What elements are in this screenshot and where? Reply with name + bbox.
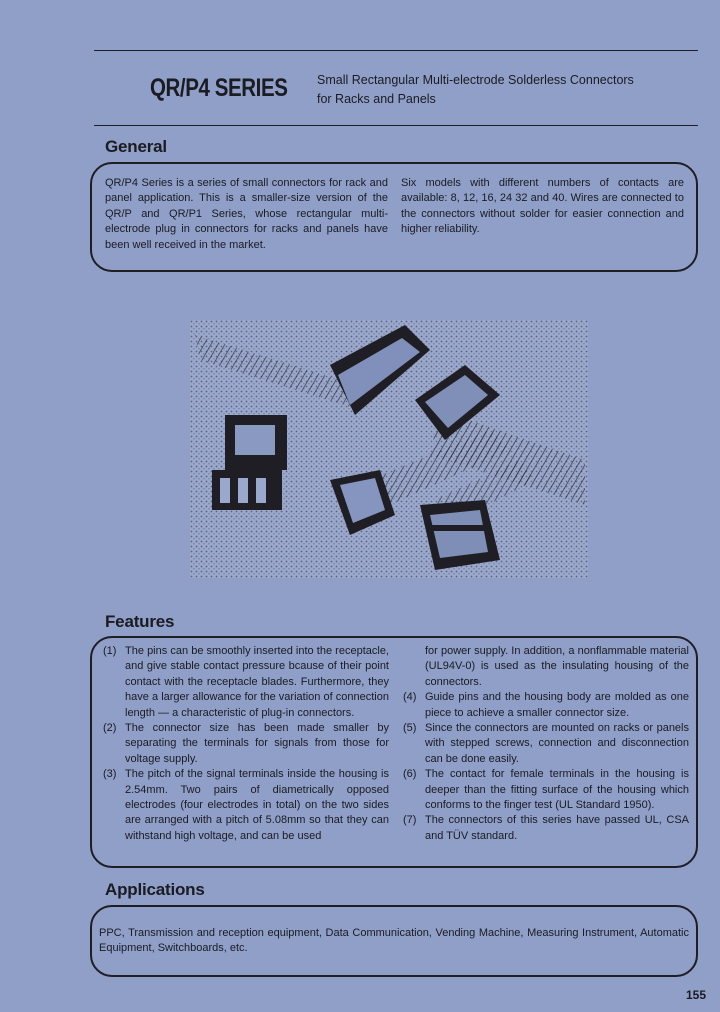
feature-text: The pins can be smoothly inserted into the receptacle, and give stable contact pressure bcause of their point contact with the receptacle blades. Furthermore, they have a larger allowance for the variation of connection length — a characteristic of plug-in connectors. [125,645,389,719]
feature-text: The contact for female terminals in the housing is deeper than the fitting surface of the housing which conforms to the finger test (UL Standard 1950). [425,768,689,812]
features-left-column [103,644,389,844]
general-right-text: Six models with different numbers of contacts are available: 8, 12, 16, 24 32 and 40. Wires are connected to the connectors without solder for easier connection and higher reliability. [401,177,684,236]
features-heading: Features [105,612,175,631]
connectors-photo [190,320,588,578]
feature-number: (5) [403,722,417,735]
applications-text: PPC, Transmission and reception equipment, Data Communication, Vending Machine, Measuring Instrument, Automatic Equipment, Switchboards, etc. [99,927,689,955]
subtitle-line-1: Small Rectangular Multi-electrode Solderless Connectors [317,73,634,87]
feature-text: The connectors of this series have passed UL, CSA and TÜV standard. [425,814,689,842]
feature-number: (2) [103,722,117,735]
general-heading: General [105,137,167,156]
feature-text: for power supply. In addition, a nonflammable material (UL94V-0) is used as the insulating housing of the connectors. [425,645,689,688]
series-title: QR/P4 SERIES [150,74,288,102]
feature-text: Since the connectors are mounted on racks or panels with stepped screws, connection and disconnection can be done easily. [425,722,689,765]
feature-item [403,721,689,767]
subtitle [317,71,634,109]
feature-text: The pitch of the signal terminals inside the housing is 2.54mm. Two pairs of diametrically opposed electrodes (four electrodes in total) on the two sides are arranged with a pitch of 5.08mm so that they can withstand high voltage, and can be used [125,768,389,842]
feature-item [403,767,689,813]
top-rule [94,50,698,51]
feature-number: (3) [103,768,117,781]
feature-item [403,813,689,844]
feature-item-continued [403,644,689,690]
header-rule [94,125,698,126]
page-number: 155 [685,988,706,1002]
feature-number: (1) [103,645,117,657]
feature-item [103,644,389,721]
feature-number: (4) [403,691,417,704]
general-left-text: QR/P4 Series is a series of small connectors for rack and panel application. This is a smaller-size version of the QR/P and QR/P1 Series, whose rectangular multi-electrode plug in connectors for racks and panels have been well received in the market. [105,177,388,251]
features-right-column [403,644,689,844]
subtitle-line-2: for Racks and Panels [317,92,436,106]
feature-item [103,767,389,844]
feature-number: (7) [403,814,417,827]
feature-text: Guide pins and the housing body are molded as one piece to achieve a smaller connector size. [425,691,689,719]
feature-item [403,690,689,721]
applications-heading: Applications [105,880,205,899]
feature-number: (6) [403,768,417,781]
feature-text: The connector size has been made smaller by separating the terminals for signals from those for voltage supply. [125,722,389,765]
feature-item [103,721,389,767]
